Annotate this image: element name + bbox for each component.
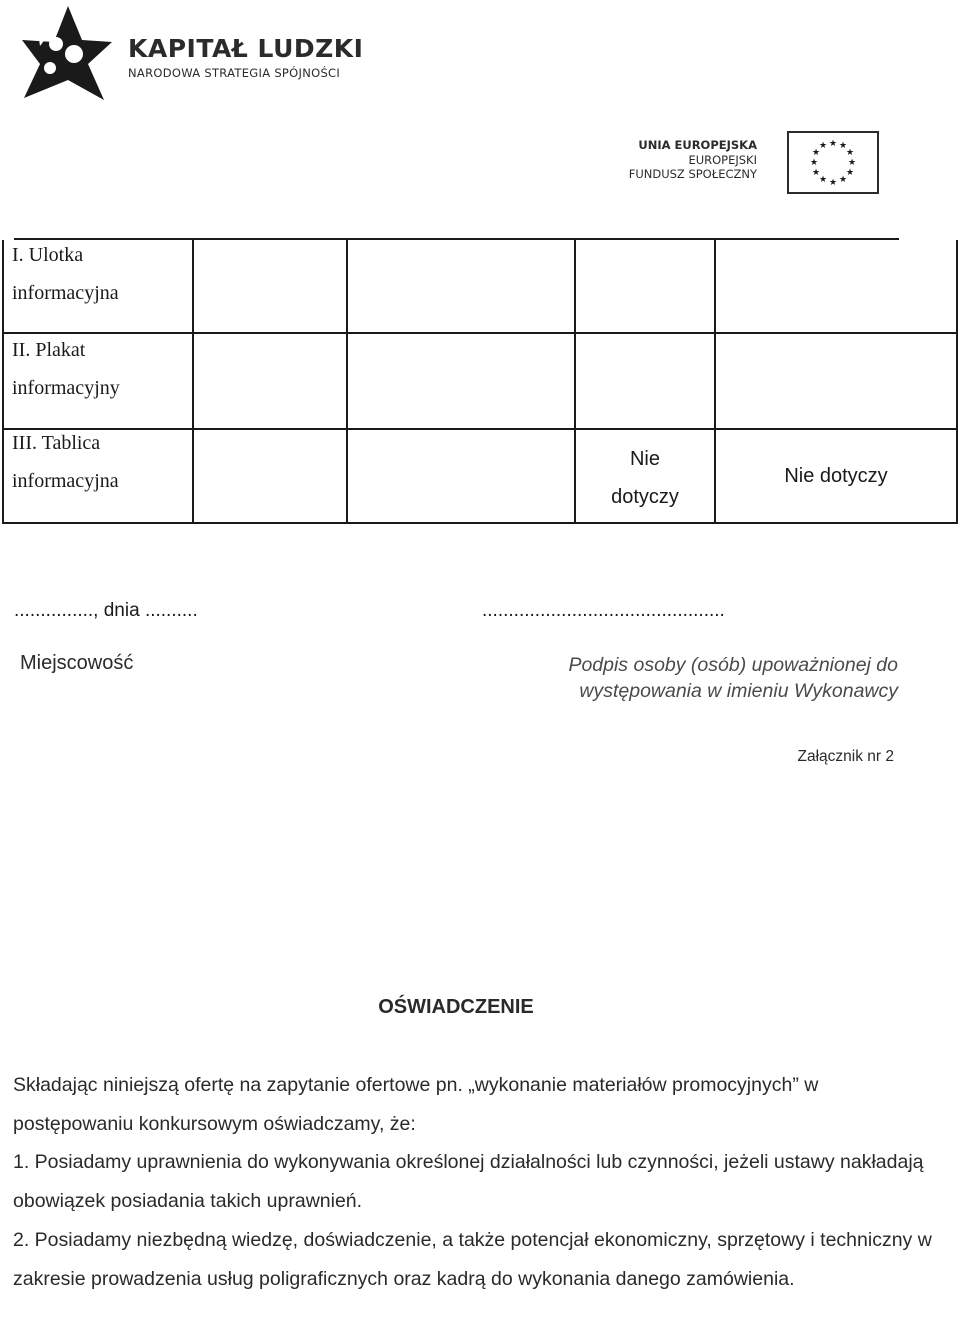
kapital-ludzki-title: KAPITAŁ LUDZKI (128, 34, 364, 63)
signature-label (568, 652, 898, 704)
attachment-label: Załącznik nr 2 (797, 748, 894, 765)
svg-text:★: ★ (809, 158, 819, 168)
row1-label-line1: I. Ulotka (12, 244, 84, 266)
row1-label-line2: informacyjna (12, 282, 119, 304)
table-vline-1 (2, 240, 4, 524)
row3-label-line1: III. Tablica (12, 432, 101, 454)
signature-field: .............................................. (482, 600, 725, 621)
table-row-ulotka (12, 236, 119, 312)
svg-text:★: ★ (845, 168, 855, 178)
table-hline-2 (2, 428, 958, 430)
eu-line-3: FUNDUSZ SPOŁECZNY (628, 167, 757, 181)
kapital-ludzki-star-icon (16, 2, 114, 106)
eu-logo (628, 128, 885, 198)
svg-text:★: ★ (828, 139, 838, 149)
svg-text:★: ★ (828, 178, 838, 188)
svg-text:★: ★ (847, 158, 857, 168)
row2-label-line1: II. Plakat (12, 339, 86, 361)
table-row-tablica (12, 424, 119, 500)
svg-text:★: ★ (818, 175, 828, 185)
row2-label-line2: informacyjny (12, 377, 120, 399)
row3-label-line2: informacyjna (12, 470, 119, 492)
svg-text:★★★: ★★★ (56, 90, 83, 101)
eu-line-1: UNIA EUROPEJSKA (638, 138, 757, 152)
statement-intro: Składając niniejszą ofertę na zapytanie ofertowe pn. „wykonanie materiałów promocyjnych” w postępowaniu konkursowym oświadczamy, że: (13, 1074, 819, 1135)
signature-label-line2: występowania w imieniu Wykonawcy (579, 680, 898, 702)
kapital-ludzki-subtitle: NARODOWA STRATEGIA SPÓJNOŚCI (128, 66, 341, 80)
row3-col5-cell: Nie dotyczy (784, 465, 888, 487)
table-vline-6 (956, 240, 958, 524)
place-label: Miejscowość (20, 652, 134, 674)
eu-flag-icon (787, 131, 879, 194)
svg-text:★: ★ (845, 148, 855, 158)
svg-text:★: ★ (811, 148, 821, 158)
row3-col4-cell (576, 440, 714, 516)
eu-logo-text (629, 138, 757, 182)
table-row-plakat (12, 331, 120, 407)
statement-point-1: 1. Posiadamy uprawnienia do wykonywania określonej działalności lub czynności, jeżeli ustawy nakładają obowiązek posiadania takich uprawnień. (13, 1151, 924, 1212)
table-vline-2 (192, 240, 194, 524)
materials-table (2, 240, 958, 524)
svg-text:★: ★ (838, 141, 848, 151)
statement-heading: OŚWIADCZENIE (378, 996, 534, 1018)
svg-text:★: ★ (811, 168, 821, 178)
statement-point-2: 2. Posiadamy niezbędną wiedzę, doświadczenie, a także potencjał ekonomiczny, sprzętowy i techniczny w zakresie prowadzenia usług poligraficznych oraz kadrą do wykonania danego zamówienia. (13, 1229, 932, 1290)
table-hline-1 (2, 332, 958, 334)
table-vline-3 (346, 240, 348, 524)
eu-line-2: EUROPEJSKI (688, 152, 757, 167)
table-hline-3 (2, 522, 958, 524)
svg-text:★: ★ (818, 141, 828, 151)
row3-col4-line2: dotyczy (611, 486, 679, 508)
signature-label-line1: Podpis osoby (osób) upoważnionej do (568, 654, 898, 676)
row3-col4-line1: Nie (629, 448, 660, 470)
place-date-field: ..............., dnia .......... (14, 600, 198, 621)
kapital-ludzki-logo (16, 2, 364, 106)
svg-text:★: ★ (838, 175, 848, 185)
